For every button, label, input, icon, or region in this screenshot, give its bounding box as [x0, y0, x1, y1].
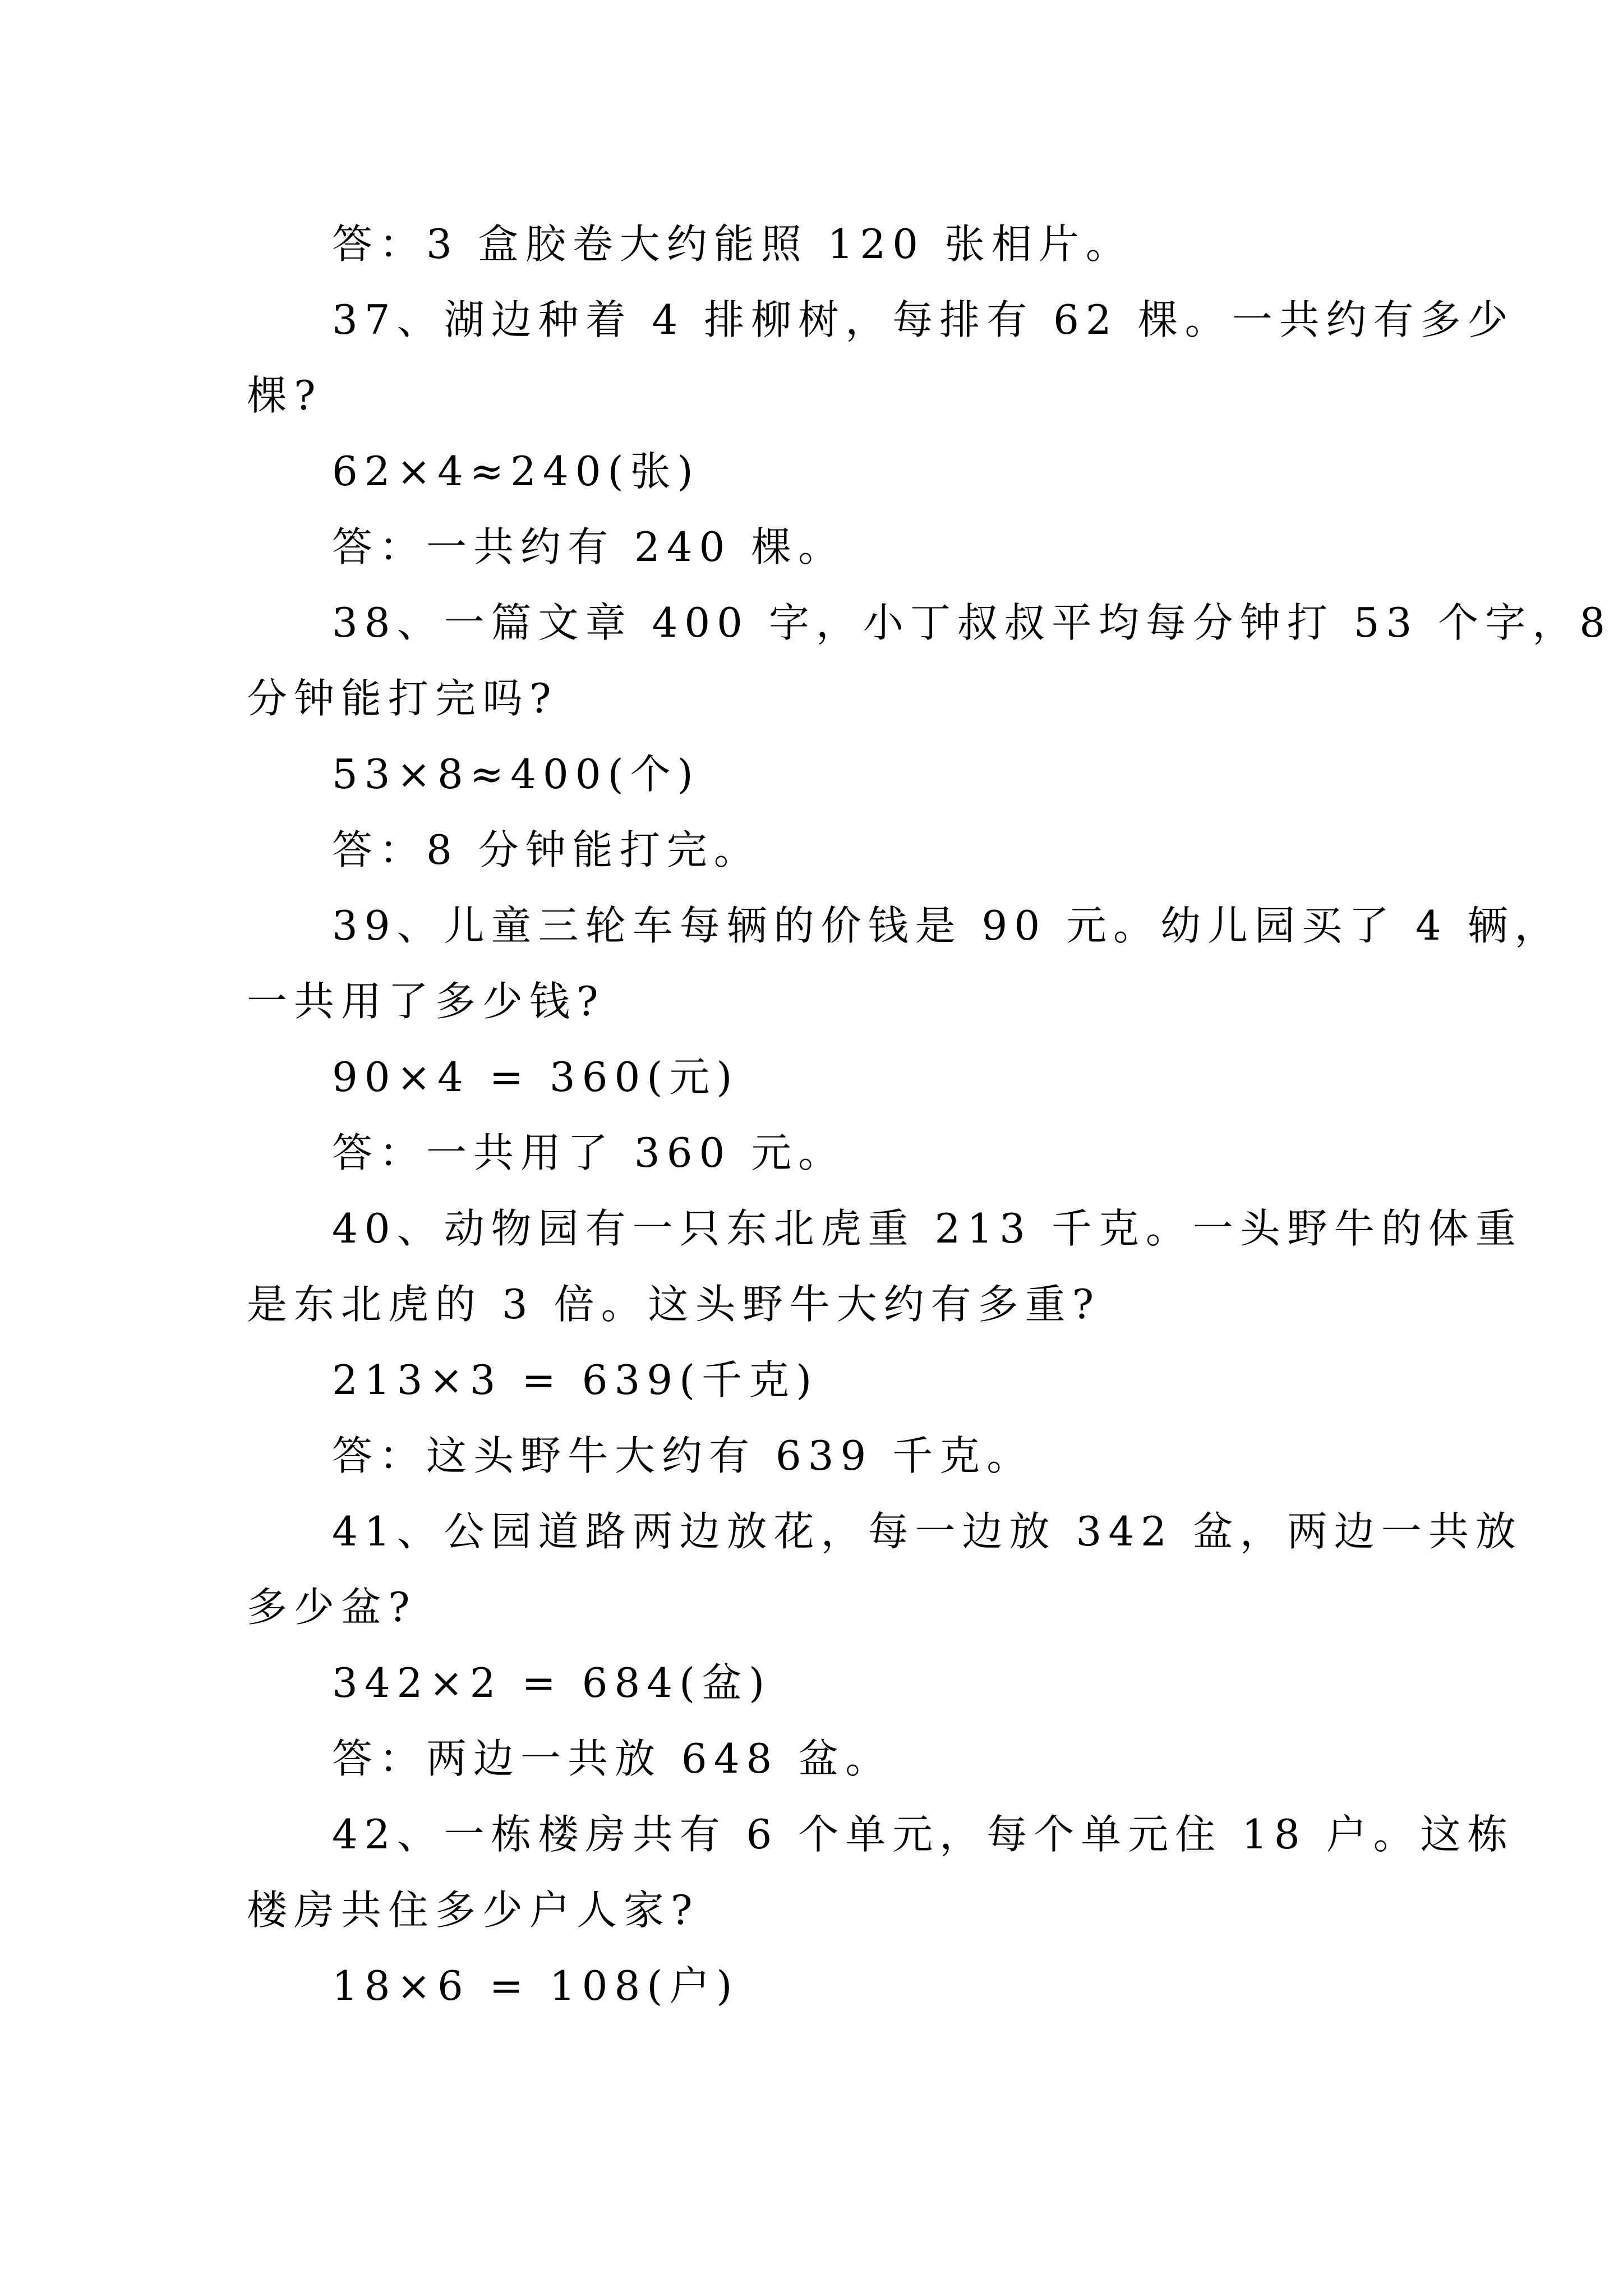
calculation-40: 213×3 = 639(千克) [332, 1356, 819, 1404]
question-39-cont: 一共用了多少钱? [247, 978, 605, 1025]
answer-37: 答：一共约有 240 棵。 [332, 523, 846, 570]
calculation-42: 18×6 = 108(户) [332, 1962, 739, 2009]
question-37: 37、湖边种着 4 排柳树，每排有 62 棵。一共约有多少 [332, 296, 1515, 343]
question-39: 39、儿童三轮车每辆的价钱是 90 元。幼儿园买了 4 辆， [332, 902, 1562, 949]
question-37-cont: 棵? [247, 372, 322, 419]
answer-41: 答：两边一共放 648 盆。 [332, 1735, 893, 1782]
calculation-38: 53×8≈400(个) [332, 751, 700, 798]
question-40-cont: 是东北虎的 3 倍。这头野牛大约有多重? [247, 1281, 1101, 1328]
answer-39: 答：一共用了 360 元。 [332, 1129, 846, 1176]
calculation-37: 62×4≈240(张) [332, 448, 700, 495]
calculation-39: 90×4 = 360(元) [332, 1053, 739, 1101]
calculation-41: 342×2 = 684(盆) [332, 1659, 772, 1706]
question-41: 41、公园道路两边放花，每一边放 342 盆，两边一共放 [332, 1508, 1523, 1555]
question-38-cont: 分钟能打完吗? [247, 675, 558, 722]
answer-40: 答：这头野牛大约有 639 千克。 [332, 1432, 1034, 1479]
question-42-cont: 楼房共住多少户人家? [247, 1887, 699, 1934]
answer-38: 答：8 分钟能打完。 [332, 826, 761, 873]
question-40: 40、动物园有一只东北虎重 213 千克。一头野牛的体重 [332, 1205, 1523, 1252]
question-38: 38、一篇文章 400 字，小丁叔叔平均每分钟打 53 个字，8 [332, 599, 1612, 646]
question-42: 42、一栋楼房共有 6 个单元，每个单元住 18 户。这栋 [332, 1811, 1515, 1858]
question-41-cont: 多少盆? [247, 1584, 417, 1631]
answer-36: 答：3 盒胶卷大约能照 120 张相片。 [332, 220, 1133, 268]
